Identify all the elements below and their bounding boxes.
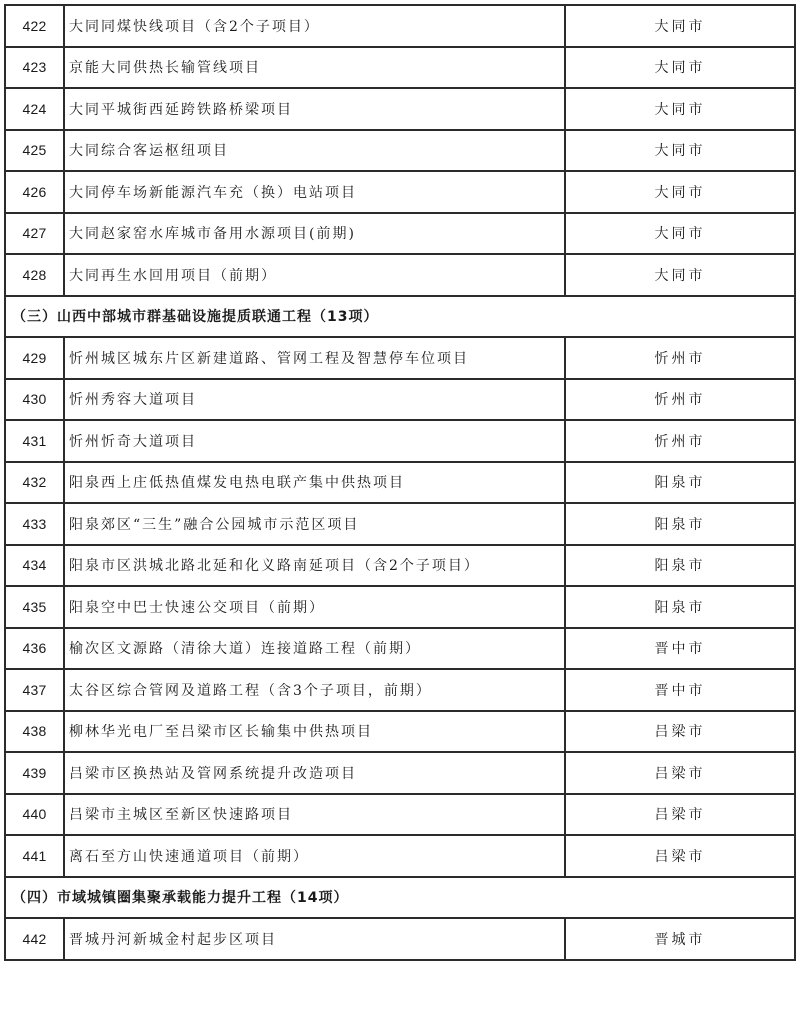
project-city: 忻州市 (565, 379, 795, 421)
row-number: 423 (5, 47, 64, 89)
project-city: 晋中市 (565, 669, 795, 711)
row-number: 438 (5, 711, 64, 753)
table-row (5, 918, 795, 960)
project-name: 阳泉市区洪城北路北延和化义路南延项目（含2个子项目） (64, 545, 565, 587)
document-page (4, 4, 794, 961)
project-city: 大同市 (565, 88, 795, 130)
project-city: 大同市 (565, 130, 795, 172)
table-row (5, 47, 795, 89)
project-city: 大同市 (565, 5, 795, 47)
project-name: 大同停车场新能源汽车充（换）电站项目 (64, 171, 565, 213)
row-number: 428 (5, 254, 64, 296)
project-city: 忻州市 (565, 420, 795, 462)
project-name: 榆次区文源路（清徐大道）连接道路工程（前期） (64, 628, 565, 670)
table-row (5, 88, 795, 130)
row-number: 426 (5, 171, 64, 213)
project-name: 忻州城区城东片区新建道路、管网工程及智慧停车位项目 (64, 337, 565, 379)
project-name: 太谷区综合管网及道路工程（含3个子项目，前期） (64, 669, 565, 711)
project-city: 晋城市 (565, 918, 795, 960)
row-number: 442 (5, 918, 64, 960)
section-title: （四）市域城镇圈集聚承载能力提升工程（14项） (5, 877, 795, 919)
table-row (5, 462, 795, 504)
project-city: 晋中市 (565, 628, 795, 670)
table-row (5, 669, 795, 711)
project-name: 吕梁市区换热站及管网系统提升改造项目 (64, 752, 565, 794)
row-number: 434 (5, 545, 64, 587)
project-name: 阳泉郊区“三生”融合公园城市示范区项目 (64, 503, 565, 545)
project-name: 柳林华光电厂至吕梁市区长输集中供热项目 (64, 711, 565, 753)
section-header-row (5, 877, 795, 919)
project-city: 吕梁市 (565, 752, 795, 794)
project-city: 阳泉市 (565, 545, 795, 587)
project-name: 京能大同供热长输管线项目 (64, 47, 565, 89)
row-number: 422 (5, 5, 64, 47)
project-name: 吕梁市主城区至新区快速路项目 (64, 794, 565, 836)
table-row (5, 545, 795, 587)
project-city: 吕梁市 (565, 794, 795, 836)
table-row (5, 213, 795, 255)
table-row (5, 5, 795, 47)
row-number: 440 (5, 794, 64, 836)
project-city: 大同市 (565, 171, 795, 213)
project-city: 吕梁市 (565, 835, 795, 877)
project-name: 忻州忻奇大道项目 (64, 420, 565, 462)
project-name: 阳泉西上庄低热值煤发电热电联产集中供热项目 (64, 462, 565, 504)
row-number: 424 (5, 88, 64, 130)
table-row (5, 628, 795, 670)
project-city: 阳泉市 (565, 586, 795, 628)
row-number: 425 (5, 130, 64, 172)
project-city: 吕梁市 (565, 711, 795, 753)
project-name: 离石至方山快速通道项目（前期） (64, 835, 565, 877)
project-list-table (4, 4, 796, 961)
project-name: 大同赵家窑水库城市备用水源项目(前期) (64, 213, 565, 255)
project-name: 大同同煤快线项目（含2个子项目） (64, 5, 565, 47)
project-city: 阳泉市 (565, 462, 795, 504)
row-number: 437 (5, 669, 64, 711)
section-header-row (5, 296, 795, 338)
table-row (5, 503, 795, 545)
section-title: （三）山西中部城市群基础设施提质联通工程（13项） (5, 296, 795, 338)
project-name: 忻州秀容大道项目 (64, 379, 565, 421)
project-city: 忻州市 (565, 337, 795, 379)
project-name: 大同综合客运枢纽项目 (64, 130, 565, 172)
row-number: 435 (5, 586, 64, 628)
table-row (5, 171, 795, 213)
table-row (5, 420, 795, 462)
project-name: 阳泉空中巴士快速公交项目（前期） (64, 586, 565, 628)
table-row (5, 130, 795, 172)
project-city: 大同市 (565, 254, 795, 296)
project-name: 大同平城街西延跨铁路桥梁项目 (64, 88, 565, 130)
project-name: 晋城丹河新城金村起步区项目 (64, 918, 565, 960)
table-row (5, 752, 795, 794)
table-row (5, 337, 795, 379)
row-number: 427 (5, 213, 64, 255)
project-city: 大同市 (565, 47, 795, 89)
table-row (5, 835, 795, 877)
project-city: 大同市 (565, 213, 795, 255)
row-number: 441 (5, 835, 64, 877)
row-number: 439 (5, 752, 64, 794)
row-number: 429 (5, 337, 64, 379)
table-row (5, 711, 795, 753)
row-number: 430 (5, 379, 64, 421)
table-row (5, 794, 795, 836)
table-row (5, 379, 795, 421)
row-number: 433 (5, 503, 64, 545)
row-number: 432 (5, 462, 64, 504)
row-number: 431 (5, 420, 64, 462)
table-row (5, 254, 795, 296)
project-city: 阳泉市 (565, 503, 795, 545)
project-name: 大同再生水回用项目（前期） (64, 254, 565, 296)
row-number: 436 (5, 628, 64, 670)
table-row (5, 586, 795, 628)
